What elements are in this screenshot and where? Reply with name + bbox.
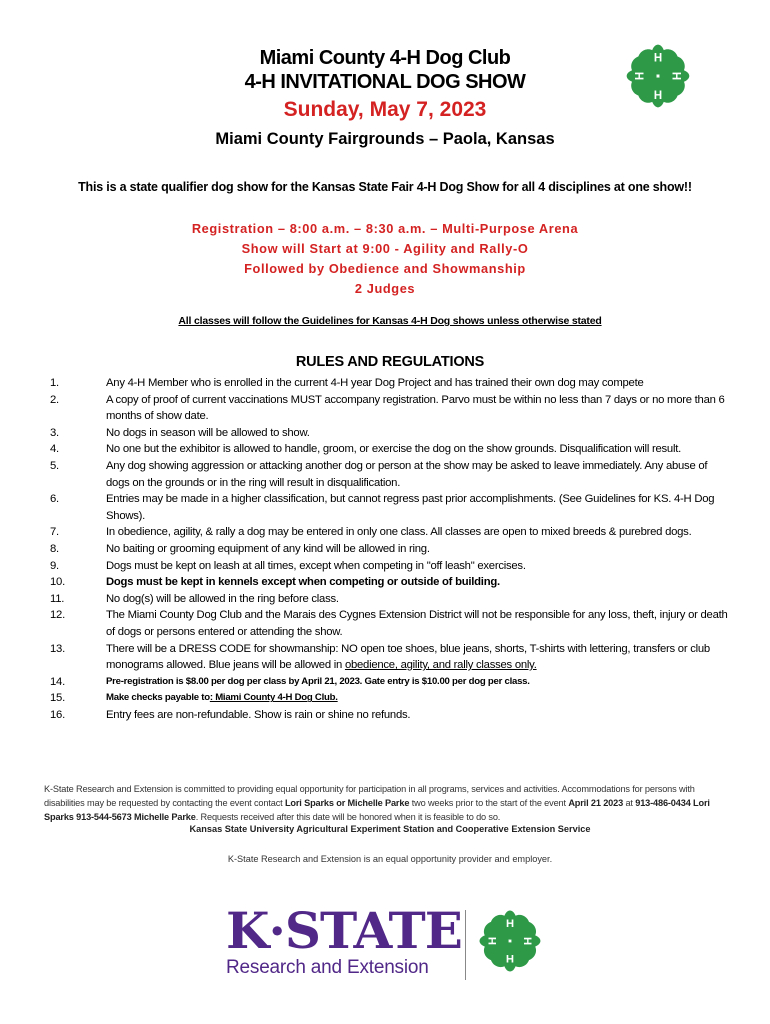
rule-number: 10. bbox=[50, 576, 65, 589]
rule-text: No baiting or grooming equipment of any kind will be allowed in ring. bbox=[106, 542, 430, 555]
rule-text-underlined: obedience, agility, and rally classes only. bbox=[344, 659, 537, 672]
svg-text:H: H bbox=[521, 936, 533, 946]
rule-text: No one but the exhibitor is allowed to handle, groom, or exercise the dog on the show grounds. Disqualification will result. bbox=[106, 443, 681, 456]
rule-text-main: There will be a DRESS CODE for showmanship: NO open toe shoes, blue jeans, shorts, T-shirts with lettering, transfers or club monograms allowed. Blue jeans will be allowed in bbox=[106, 642, 710, 672]
notice-text: K-State Research and Extension is committed to providing equal opportunity for participation in all programs, services and activities. Accommodations for persons with disabilities may be requested by contacting the event contact bbox=[44, 784, 695, 808]
svg-text:H: H bbox=[669, 71, 682, 81]
request-deadline: April 21 2023 bbox=[568, 798, 624, 808]
rule-item bbox=[50, 375, 730, 392]
notice-text: two weeks prior to the start of the event bbox=[409, 798, 569, 808]
rule-item bbox=[50, 641, 730, 674]
rule-text: The Miami County Dog Club and the Marais des Cygnes Extension District will not be responsible for any loss, theft, injury or death of dogs or persons entered or attending the show. bbox=[106, 609, 728, 638]
rule-item bbox=[50, 558, 730, 575]
svg-text:H: H bbox=[653, 87, 663, 100]
svg-text:H: H bbox=[505, 918, 515, 930]
rule-text: No dogs in season will be allowed to show. bbox=[106, 426, 310, 439]
logo-divider bbox=[465, 910, 466, 980]
rule-text bbox=[106, 641, 730, 674]
four-h-clover-icon bbox=[622, 40, 694, 112]
svg-text:H: H bbox=[505, 952, 515, 964]
guidelines-note: All classes will follow the Guidelines for Kansas 4-H Dog shows unless otherwise stated bbox=[178, 315, 602, 327]
notice-text: . Requests received after this date will be honored when it is feasible to do so. bbox=[195, 812, 501, 822]
rule-item bbox=[50, 674, 730, 691]
rule-text-main: Make checks payable to bbox=[106, 692, 210, 704]
four-h-clover-icon bbox=[475, 906, 545, 976]
rule-item bbox=[50, 707, 730, 724]
rule-text: A copy of proof of current vaccinations MUST accompany registration. Parvo must be within no less than 7 days or no more than 6 months of show date. bbox=[106, 393, 725, 423]
rule-item bbox=[50, 690, 730, 707]
rule-number: 14. bbox=[50, 675, 65, 688]
rule-number: 15. bbox=[50, 692, 65, 705]
rule-text: Dogs must be kept on leash at all times, except when competing in "off leash" exercises. bbox=[106, 559, 526, 572]
rule-text: Any 4-H Member who is enrolled in the current 4-H year Dog Project and has trained their own dog may compete bbox=[106, 377, 644, 389]
university-service-line: Kansas State University Agricultural Experiment Station and Cooperative Extension Service bbox=[189, 824, 591, 834]
rule-text: In obedience, agility, & rally a dog may be entered in only one class. All classes are open to mixed breeds & purebred dogs. bbox=[106, 526, 692, 539]
rule-text-underlined: : Miami County 4-H Dog Club. bbox=[209, 692, 338, 704]
rule-number: 9. bbox=[50, 559, 59, 572]
rule-item bbox=[50, 491, 730, 524]
rules-title: RULES AND REGULATIONS bbox=[295, 354, 485, 370]
rule-item bbox=[50, 591, 730, 608]
event-contacts: Lori Sparks or Michelle Parke bbox=[284, 798, 410, 808]
rule-text: Dogs must be kept in kennels except when competing or outside of building. bbox=[106, 576, 500, 589]
rule-number: 12. bbox=[50, 609, 65, 622]
show-date: Sunday, May 7, 2023 bbox=[283, 98, 487, 121]
rule-text: Pre-registration is $8.00 per dog per class by April 21, 2023. Gate entry is $10.00 per dog per class. bbox=[106, 675, 530, 687]
contact-phones: 913-486-0434 Lori Sparks 913-544-5673 Michelle Parke bbox=[44, 798, 710, 822]
rule-number: 8. bbox=[50, 542, 59, 555]
rule-text: Entries may be made in a higher classification, but cannot regress past prior accomplishments. (See Guidelines for KS. 4-H Dog Shows). bbox=[106, 493, 715, 522]
show-followed-by: Followed by Obedience and Showmanship bbox=[244, 261, 526, 276]
rule-text: Any dog showing aggression or attacking another dog or person at the show may be asked to leave immediately. Any abuse of dogs on the grounds or in the ring will result in disqualification. bbox=[106, 459, 708, 489]
svg-text:H: H bbox=[634, 71, 647, 81]
rule-number: 11. bbox=[50, 592, 65, 605]
rule-item bbox=[50, 425, 730, 442]
registration-block bbox=[0, 219, 770, 299]
show-start: Show will Start at 9:00 - Agility and Rally-O bbox=[241, 241, 529, 256]
kstate-subtitle: Research and Extension bbox=[226, 957, 429, 978]
rule-number: 16. bbox=[50, 708, 65, 721]
rule-item bbox=[50, 541, 730, 558]
rule-text bbox=[106, 690, 730, 707]
notice-text: at bbox=[623, 798, 636, 808]
rule-number: 6. bbox=[50, 493, 59, 506]
judges-count: 2 Judges bbox=[354, 281, 416, 296]
rule-item bbox=[50, 607, 730, 640]
rule-number: 1. bbox=[50, 377, 59, 389]
rule-item bbox=[50, 574, 730, 591]
rule-text: No dog(s) will be allowed in the ring before class. bbox=[106, 592, 339, 605]
rule-item bbox=[50, 392, 730, 425]
rule-number: 7. bbox=[50, 526, 59, 539]
rule-number: 3. bbox=[50, 426, 59, 439]
rule-item bbox=[50, 441, 730, 458]
club-name: Miami County 4-H Dog Club bbox=[259, 47, 511, 69]
svg-text:H: H bbox=[487, 936, 499, 946]
rule-text: Entry fees are non-refundable. Show is rain or shine no refunds. bbox=[106, 708, 411, 721]
rule-number: 13. bbox=[50, 642, 65, 655]
rule-item bbox=[50, 458, 730, 491]
rules-list bbox=[50, 375, 730, 723]
svg-text:H: H bbox=[653, 52, 663, 65]
show-title: 4-H INVITATIONAL DOG SHOW bbox=[244, 71, 526, 93]
rule-number: 5. bbox=[50, 459, 59, 472]
kstate-logo bbox=[226, 901, 462, 979]
rule-item bbox=[50, 524, 730, 541]
kstate-wordmark: K·STATE bbox=[226, 901, 462, 960]
rule-number: 4. bbox=[50, 443, 59, 456]
state-qualifier-note: This is a state qualifier dog show for the Kansas State Fair 4-H Dog Show for all 4 disciplines at one show!! bbox=[78, 180, 692, 194]
show-venue: Miami County Fairgrounds – Paola, Kansas bbox=[215, 130, 555, 148]
equal-opportunity-line: K-State Research and Extension is an equal opportunity provider and employer. bbox=[227, 854, 553, 864]
registration-time: Registration – 8:00 a.m. – 8:30 a.m. – Multi-Purpose Arena bbox=[191, 221, 579, 236]
accommodation-notice bbox=[44, 782, 734, 824]
rule-number: 2. bbox=[50, 393, 59, 406]
